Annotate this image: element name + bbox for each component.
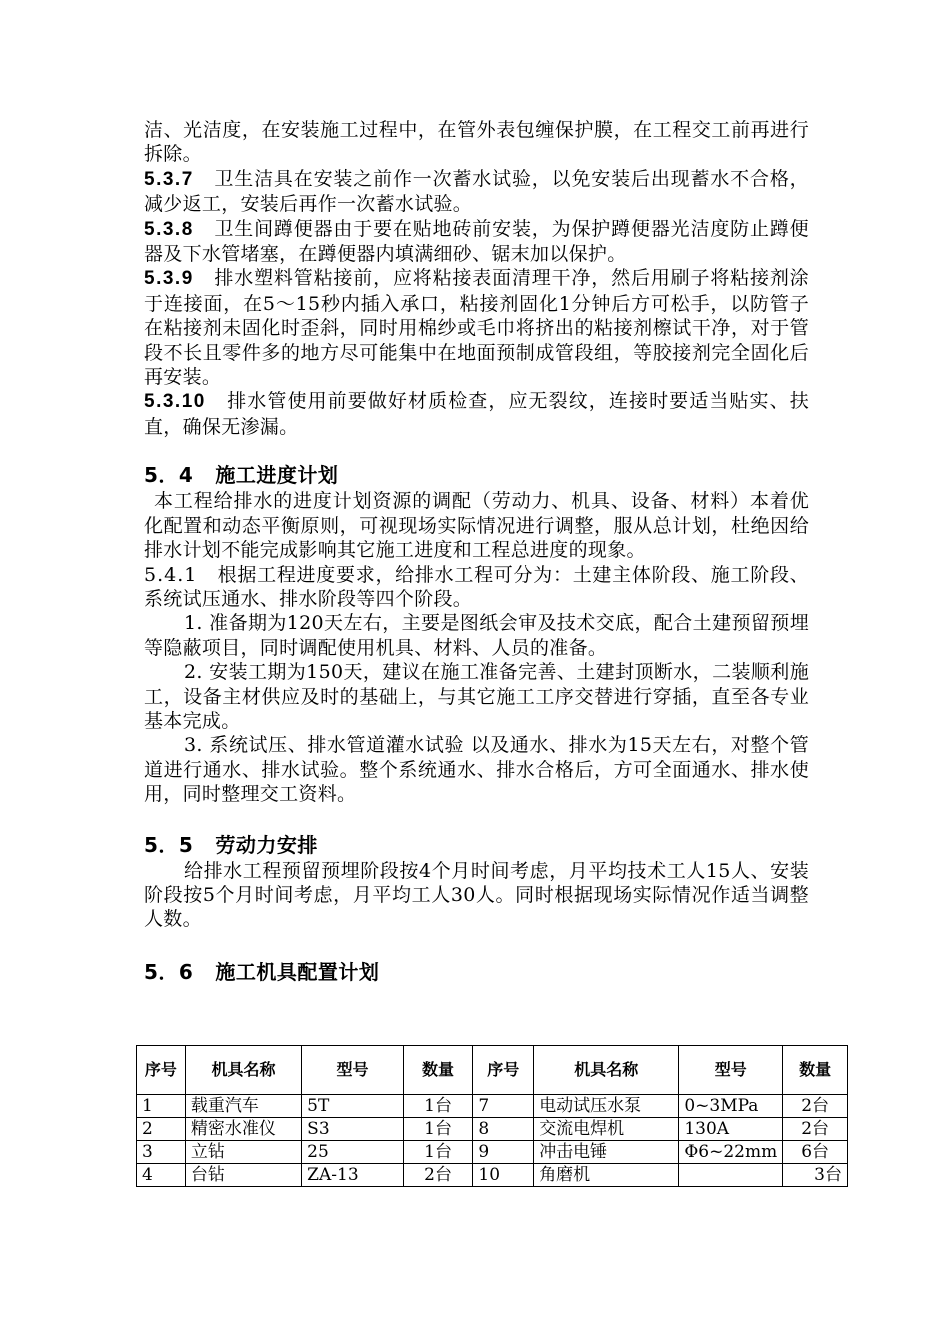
item-number: 5.4.1 bbox=[144, 563, 198, 586]
table-row bbox=[137, 1164, 848, 1187]
cell-model: S3 bbox=[302, 1118, 404, 1141]
cell-tool-name: 精密水准仪 bbox=[185, 1118, 301, 1141]
section-heading-5-4 bbox=[144, 461, 809, 489]
item-5-3-10 bbox=[144, 389, 809, 439]
section-5-4-intro: 本工程给排水的进度计划资源的调配（劳动力、机具、设备、材料）本着优化配置和动态平衡原则，可视现场实际情况进行调整，服从总计划，杜绝因给排水计划不能完成影响其它施工进度和工程总进度的现象。 bbox=[144, 490, 809, 562]
cell-index: 3 bbox=[137, 1141, 186, 1164]
header-index: 序号 bbox=[137, 1046, 186, 1095]
cell-tool-name: 冲击电锤 bbox=[534, 1141, 679, 1164]
section-heading-5-6 bbox=[144, 958, 809, 986]
cell-index: 9 bbox=[473, 1141, 534, 1164]
cell-index: 4 bbox=[137, 1164, 186, 1187]
section-title: 劳动力安排 bbox=[215, 832, 318, 857]
phase-3: 3. 系统试压、排水管道灌水试验 以及通水、排水为15天左右，对整个管道进行通水、排水试验。整个系统通水、排水合格后，方可全面通水、排水使用，同时整理交工资料。 bbox=[144, 734, 809, 806]
section-number: 5．4 bbox=[144, 463, 194, 488]
cell-quantity: 2台 bbox=[783, 1095, 848, 1118]
phase-1: 1. 准备期为120天左右，主要是图纸会审及技术交底，配合土建预留预埋等隐蔽项目，同时调配使用机具、材料、人员的准备。 bbox=[144, 612, 809, 659]
cell-model: 0~3MPa bbox=[679, 1095, 783, 1118]
cell-quantity: 2台 bbox=[403, 1164, 473, 1187]
cell-quantity: 3台 bbox=[783, 1164, 848, 1187]
cell-model: Φ6~22mm bbox=[679, 1141, 783, 1164]
equipment-table bbox=[136, 1045, 848, 1187]
header-tool-name: 机具名称 bbox=[185, 1046, 301, 1095]
item-number: 5.3.9 bbox=[144, 268, 194, 290]
cell-index: 1 bbox=[137, 1095, 186, 1118]
paragraph-continued: 洁、光洁度，在安装施工过程中，在管外表包缠保护膜，在工程交工前再进行拆除。 bbox=[144, 119, 809, 166]
cell-quantity: 1台 bbox=[403, 1118, 473, 1141]
cell-quantity: 2台 bbox=[783, 1118, 848, 1141]
item-number: 5.3.7 bbox=[144, 168, 194, 190]
cell-quantity: 1台 bbox=[403, 1141, 473, 1164]
header-model: 型号 bbox=[679, 1046, 783, 1095]
cell-tool-name: 角磨机 bbox=[534, 1164, 679, 1187]
cell-model bbox=[679, 1164, 783, 1187]
item-5-4-1 bbox=[144, 563, 809, 612]
item-text: 卫生间蹲便器由于要在贴地砖前安装，为保护蹲便器光洁度防止蹲便器及下水管堵塞，在蹲便器内填满细砂、锯末加以保护。 bbox=[144, 217, 809, 266]
header-quantity: 数量 bbox=[403, 1046, 473, 1095]
item-5-3-7 bbox=[144, 167, 809, 217]
table-header-row bbox=[137, 1046, 848, 1095]
section-title: 施工进度计划 bbox=[215, 463, 339, 488]
cell-model: 25 bbox=[302, 1141, 404, 1164]
document-page bbox=[144, 118, 809, 986]
table-row bbox=[137, 1118, 848, 1141]
cell-index: 7 bbox=[473, 1095, 534, 1118]
cell-tool-name: 载重汽车 bbox=[185, 1095, 301, 1118]
cell-index: 8 bbox=[473, 1118, 534, 1141]
item-5-3-8 bbox=[144, 217, 809, 267]
item-number: 5.3.10 bbox=[144, 391, 206, 413]
header-model: 型号 bbox=[302, 1046, 404, 1095]
cell-tool-name: 交流电焊机 bbox=[534, 1118, 679, 1141]
item-number: 5.3.8 bbox=[144, 218, 194, 240]
cell-tool-name: 立钻 bbox=[185, 1141, 301, 1164]
section-number: 5．5 bbox=[144, 832, 194, 857]
phase-2: 2. 安装工期为150天，建议在施工准备完善、土建封顶断水，二装顺利施工，设备主材供应及时的基础上，与其它施工工序交替进行穿插，直至各专业基本完成。 bbox=[144, 661, 809, 732]
cell-index: 2 bbox=[137, 1118, 186, 1141]
item-text: 根据工程进度要求，给排水工程可分为：土建主体阶段、施工阶段、系统试压通水、排水阶段等四个阶段。 bbox=[144, 563, 809, 610]
cell-model: 5T bbox=[302, 1095, 404, 1118]
section-5-5-text: 给排水工程预留预埋阶段按4个月时间考虑，月平均技术工人15人、安装阶段按5个月时间考虑，月平均工人30人。同时根据现场实际情况作适当调整人数。 bbox=[144, 859, 809, 931]
cell-quantity: 1台 bbox=[403, 1095, 473, 1118]
section-title: 施工机具配置计划 bbox=[215, 959, 380, 984]
section-number: 5．6 bbox=[144, 959, 194, 984]
header-index: 序号 bbox=[473, 1046, 534, 1095]
cell-model: 130A bbox=[679, 1118, 783, 1141]
cell-tool-name: 电动试压水泵 bbox=[534, 1095, 679, 1118]
table-row bbox=[137, 1095, 848, 1118]
cell-tool-name: 台钻 bbox=[185, 1164, 301, 1187]
cell-index: 10 bbox=[473, 1164, 534, 1187]
header-tool-name: 机具名称 bbox=[534, 1046, 679, 1095]
table-row bbox=[137, 1141, 848, 1164]
item-5-3-9 bbox=[144, 266, 809, 389]
item-text: 排水管使用前要做好材质检查，应无裂纹，连接时要适当贴实、扶直，确保无渗漏。 bbox=[144, 390, 809, 438]
cell-quantity: 6台 bbox=[783, 1141, 848, 1164]
item-text: 卫生洁具在安装之前作一次蓄水试验，以免安装后出现蓄水不合格，减少返工，安装后再作一次蓄水试验。 bbox=[144, 167, 809, 216]
header-quantity: 数量 bbox=[783, 1046, 848, 1095]
item-text: 排水塑料管粘接前，应将粘接表面清理干净，然后用刷子将粘接剂涂于连接面，在5～15秒内插入承口，粘接剂固化1分钟后方可松手，以防管子在粘接剂未固化时歪斜，同时用棉纱或毛巾将挤出的粘接剂檫试干净，对于管段不长且零件多的地方尽可能集中在地面预制成管段组，等胶接剂完全固化后再安装。 bbox=[144, 267, 809, 389]
section-heading-5-5 bbox=[144, 831, 809, 859]
cell-model: ZA-13 bbox=[302, 1164, 404, 1187]
